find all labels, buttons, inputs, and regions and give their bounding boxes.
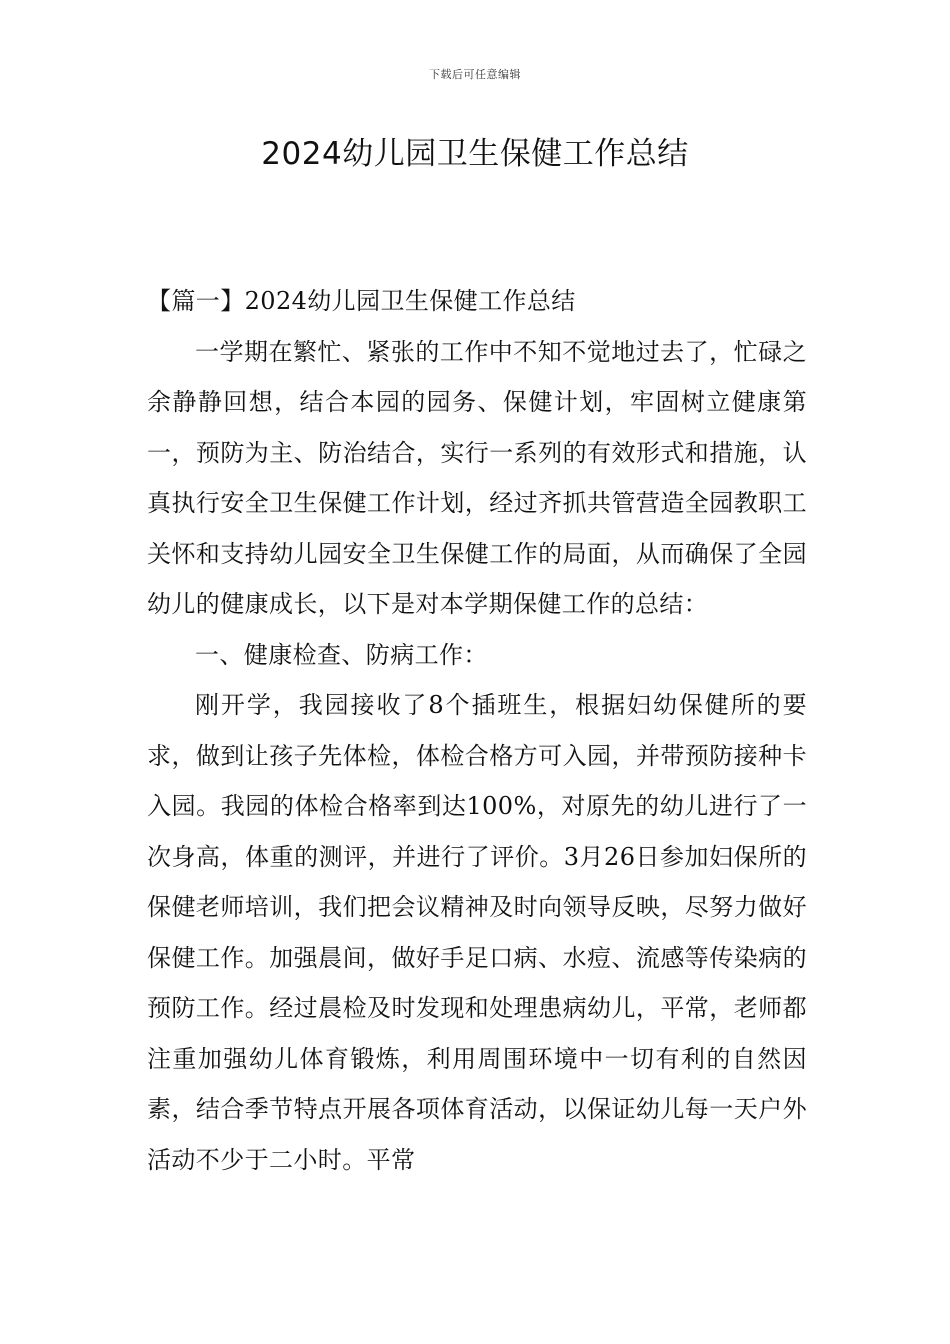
document-title: 2024幼儿园卫生保健工作总结 <box>261 136 689 172</box>
paragraph-health-check: 刚开学，我园接收了8个插班生，根据妇幼保健所的要求，做到让孩子先体检，体检合格方可入园，并带预防接种卡入园。我园的体检合格率到达100%，对原先的幼儿进行了一次身高，体重的测评，并进行了评价。3月26日参加妇保所的保健老师培训，我们把会议精神及时向领导反映，尽努力做好保健工作。加强晨间，做好手足口病、水痘、流感等传染病的预防工作。经过晨检及时发现和处理患病幼儿，平常，老师都注重加强幼儿体育锻炼，利用周围环境中一切有利的自然因素，结合季节特点开展各项体育活动，以保证幼儿每一天户外活动不少于二小时。平常 <box>147 691 807 1174</box>
section-heading: 【篇一】2024幼儿园卫生保健工作总结 <box>147 287 576 315</box>
document-body <box>147 276 807 1185</box>
paragraph-subheading: 一、健康检查、防病工作： <box>195 640 488 669</box>
paragraph-intro: 一学期在繁忙、紧张的工作中不知不觉地过去了，忙碌之余静静回想，结合本园的园务、保健计划，牢固树立健康第一，预防为主、防治结合，实行一系列的有效形式和措施，认真执行安全卫生保健工作计划，经过齐抓共管营造全园教职工关怀和支持幼儿园安全卫生保健工作的局面，从而确保了全园幼儿的健康成长，以下是对本学期保健工作的总结： <box>147 337 807 618</box>
header-note: 下载后可任意编辑 <box>429 68 521 81</box>
